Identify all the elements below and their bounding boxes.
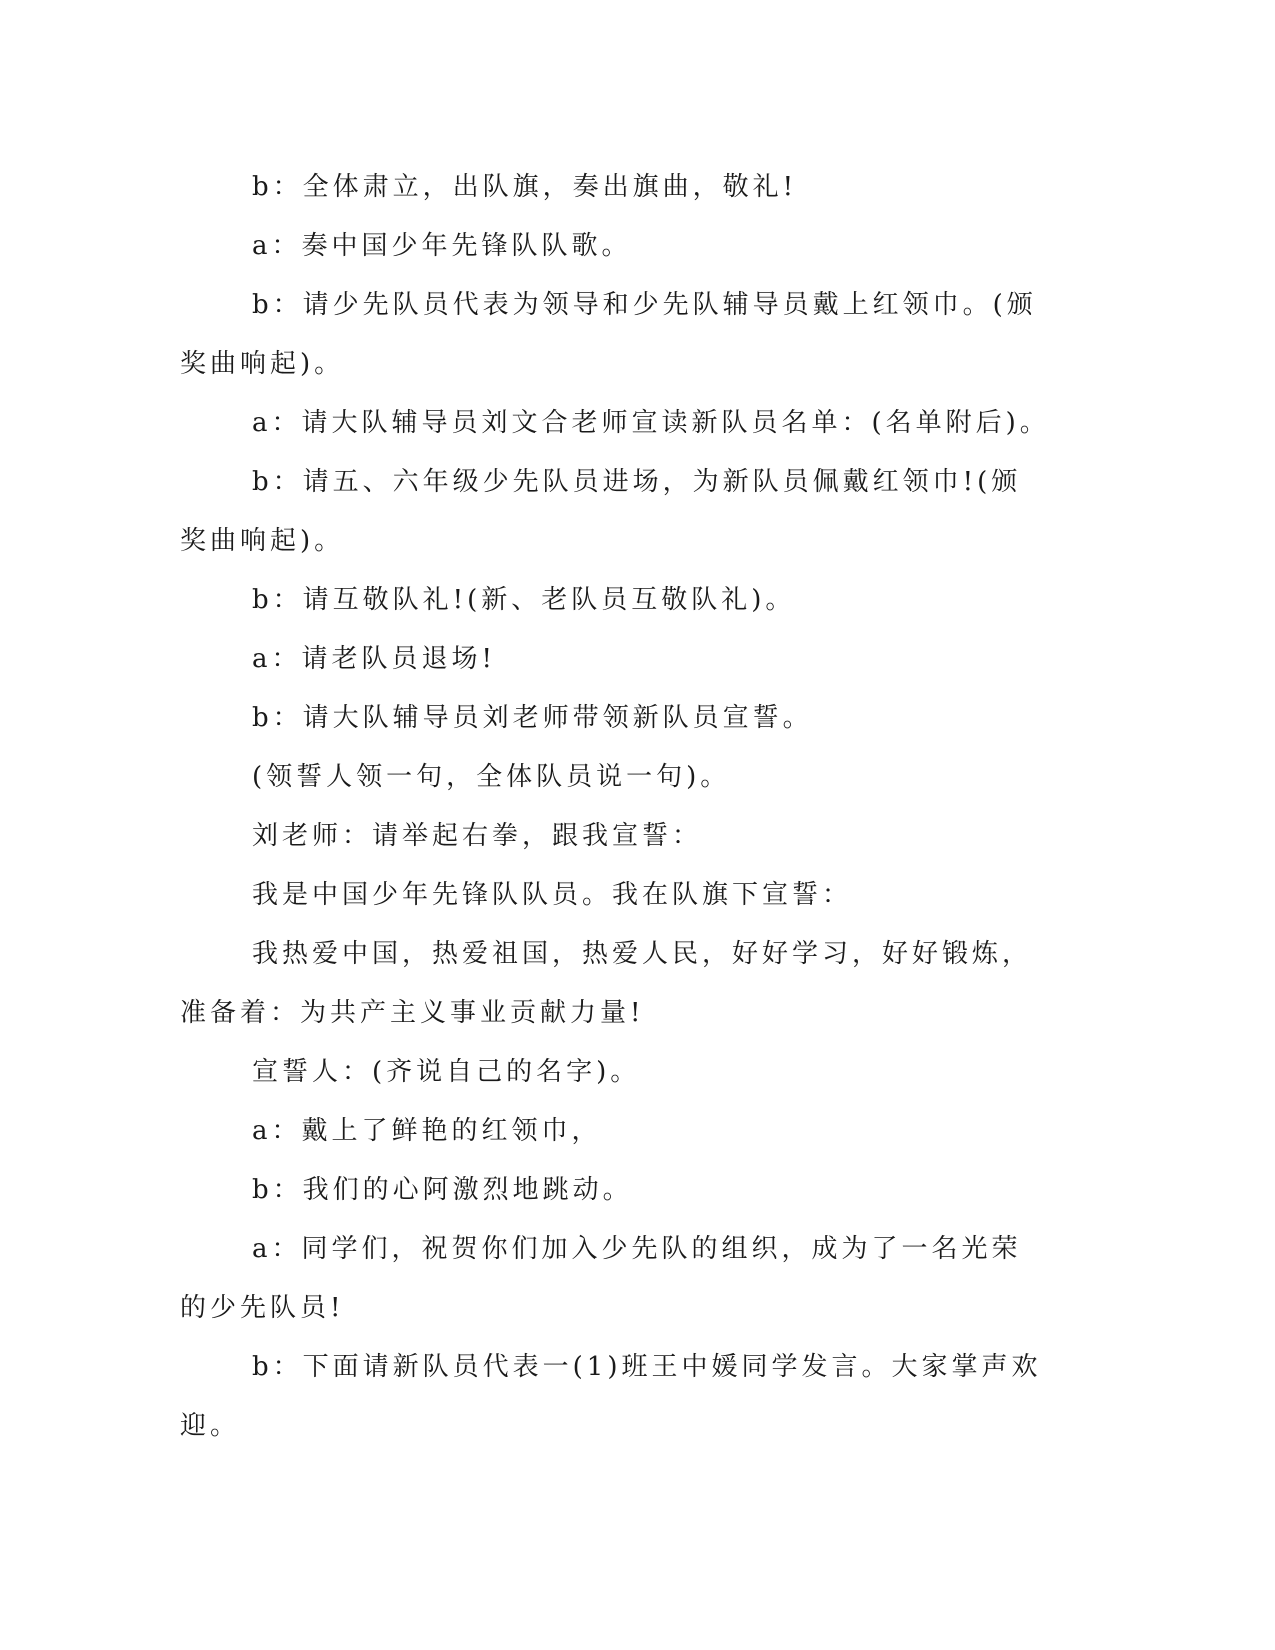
paragraph-13: 宣誓人：(齐说自己的名字)。	[252, 1057, 641, 1087]
paragraph-12: 我热爱中国，热爱祖国，热爱人民，好好学习，好好锻炼，准备着：为共产主义事业贡献力量!	[180, 939, 1033, 1028]
paragraph-6: b：请互敬队礼!(新、老队员互敬队礼)。	[252, 585, 796, 615]
paragraph-15: b：我们的心阿激烈地跳动。	[252, 1175, 633, 1205]
paragraph-3: b：请少先队员代表为领导和少先队辅导员戴上红领巾。(颁奖曲响起)。	[180, 290, 1037, 379]
paragraph-14: a：戴上了鲜艳的红领巾，	[252, 1116, 602, 1146]
paragraph-7: a：请老队员退场!	[252, 644, 496, 674]
paragraph-5: b：请五、六年级少先队员进场，为新队员佩戴红领巾!(颁奖曲响起)。	[180, 467, 1022, 556]
paragraph-10: 刘老师：请举起右拳，跟我宣誓：	[252, 821, 703, 851]
paragraph-1: b：全体肃立，出队旗，奏出旗曲，敬礼!	[252, 172, 798, 202]
paragraph-8: b：请大队辅导员刘老师带领新队员宣誓。	[252, 703, 813, 733]
paragraph-11: 我是中国少年先锋队队员。我在队旗下宣誓：	[252, 880, 853, 910]
paragraph-17: b：下面请新队员代表一(1)班王中媛同学发言。大家掌声欢迎。	[180, 1352, 1042, 1441]
paragraph-2: a：奏中国少年先锋队队歌。	[252, 231, 632, 261]
paragraph-9: (领誓人领一句，全体队员说一句)。	[252, 762, 731, 792]
paragraph-16: a：同学们，祝贺你们加入少先队的组织，成为了一名光荣的少先队员!	[180, 1234, 1022, 1323]
paragraph-4: a：请大队辅导员刘文合老师宣读新队员名单：(名单附后)。	[252, 408, 1050, 438]
document-body	[180, 158, 1050, 1456]
